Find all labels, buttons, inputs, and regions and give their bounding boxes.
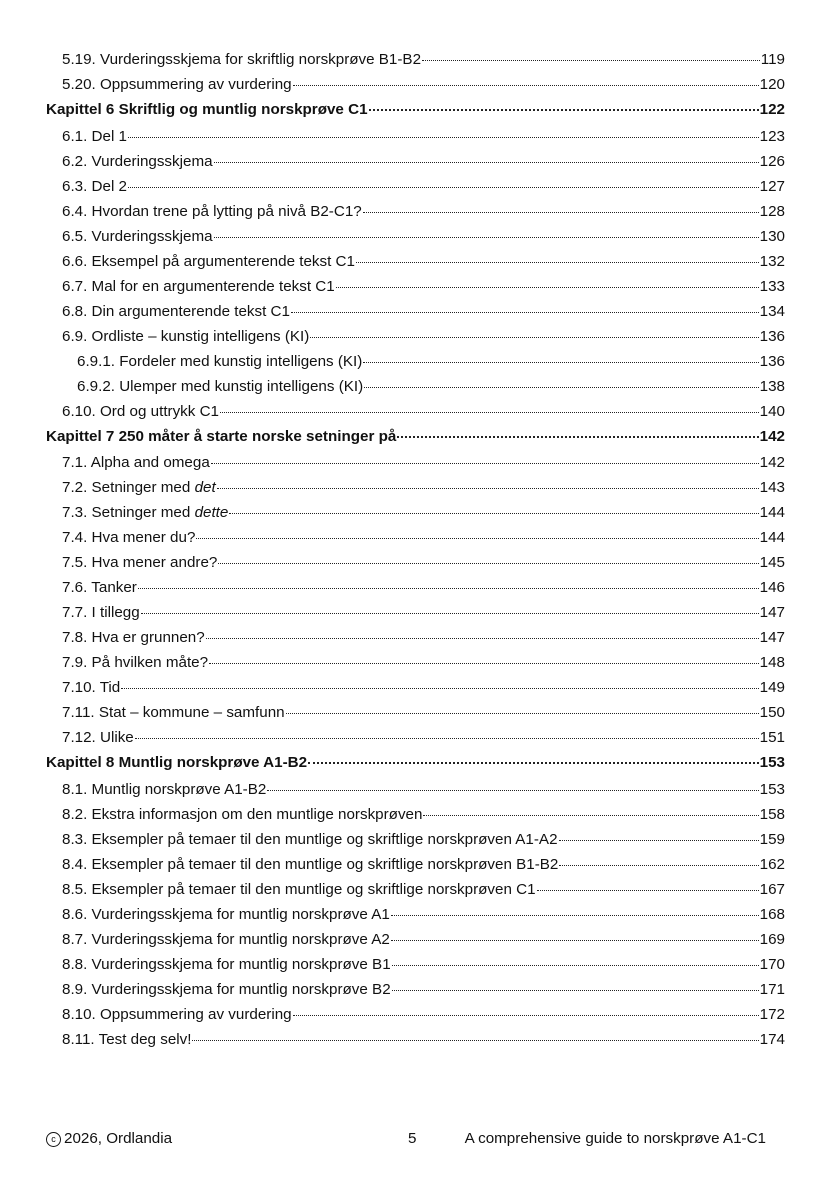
- toc-section-entry[interactable]: [46, 274, 785, 299]
- toc-chapter-entry[interactable]: [46, 424, 785, 451]
- toc-entry-title-text: 6.9.1. Fordeler med kunstig intelligens (KI): [77, 352, 363, 370]
- toc-entry-title-text: 6.9.2. Ulemper med kunstig intelligens (KI): [77, 377, 364, 395]
- toc-entry-title: [62, 952, 391, 977]
- toc-section-entry[interactable]: [46, 1027, 785, 1052]
- toc-entry-title: [62, 550, 217, 575]
- toc-entry-page: 144: [759, 529, 785, 546]
- toc-section-entry[interactable]: [46, 324, 785, 349]
- toc-dot-leader: [291, 312, 759, 313]
- toc-entry-title: [62, 625, 205, 650]
- toc-section-entry[interactable]: [46, 72, 785, 97]
- toc-dot-leader: [308, 762, 759, 764]
- toc-entry-page: 148: [759, 654, 785, 671]
- toc-dot-leader: [397, 436, 758, 438]
- toc-dot-leader: [293, 85, 759, 86]
- toc-section-entry[interactable]: [46, 399, 785, 424]
- toc-entry-title: [62, 927, 390, 952]
- toc-dot-leader: [293, 1015, 759, 1016]
- toc-dot-leader: [286, 713, 759, 714]
- toc-entry-page: 119: [760, 51, 785, 68]
- toc-dot-leader: [391, 915, 759, 916]
- toc-entry-title-text: 7.9. På hvilken måte?: [62, 654, 209, 671]
- toc-entry-page: 140: [759, 402, 785, 420]
- toc-entry-page: 120: [759, 76, 785, 93]
- toc-entry-title: [62, 725, 134, 750]
- toc-entry-page: 128: [759, 202, 785, 220]
- toc-entry-title-text: 7.2. Setninger med: [62, 479, 195, 496]
- toc-entry-title-text: 6.5. Vurderingsskjema: [62, 227, 213, 245]
- toc-section-entry[interactable]: [46, 827, 785, 852]
- toc-entry-title: [62, 852, 558, 877]
- page-footer: [46, 1130, 766, 1150]
- toc-entry-title-text: 6.9. Ordliste – kunstig intelligens (KI): [62, 327, 310, 345]
- toc-section-entry[interactable]: [46, 600, 785, 625]
- toc-section-entry[interactable]: [46, 877, 785, 902]
- toc-entry-page: 146: [759, 579, 785, 596]
- toc-entry-title: [62, 977, 391, 1002]
- toc-dot-leader: [141, 613, 759, 614]
- toc-entry-title-text: 8.9. Vurderingsskjema for muntlig norskprøve B2: [62, 980, 391, 998]
- toc-dot-leader: [217, 488, 759, 489]
- toc-entry-title: [62, 249, 355, 274]
- toc-entry-title-text: 7.10. Tid: [62, 679, 121, 696]
- toc-dot-leader: [196, 538, 758, 539]
- toc-entry-title-text: 8.7. Vurderingsskjema for muntlig norskprøve A2: [62, 930, 390, 948]
- toc-entry-page: 171: [759, 980, 785, 998]
- toc-entry-title: [62, 700, 285, 725]
- toc-entry-page: 150: [759, 704, 785, 721]
- toc-entry-page: 136: [759, 352, 785, 370]
- toc-dot-leader: [135, 738, 759, 739]
- toc-section-entry[interactable]: [46, 725, 785, 750]
- toc-section-entry[interactable]: [46, 47, 785, 72]
- toc-entry-title: [62, 324, 309, 349]
- toc-entry-title-text: 6.3. Del 2: [62, 177, 128, 195]
- toc-entry-title: [62, 47, 421, 72]
- toc-entry-page: 142: [759, 427, 785, 445]
- toc-entry-title: [62, 72, 292, 97]
- toc-dot-leader: [336, 287, 759, 288]
- toc-entry-title: [62, 877, 536, 902]
- toc-dot-leader: [128, 137, 759, 138]
- toc-entry-title-text: 7.6. Tanker: [62, 579, 137, 596]
- toc-entry-page: 168: [759, 905, 785, 923]
- toc-entry-title-text: 8.1. Muntlig norskprøve A1-B2: [62, 780, 267, 798]
- toc-entry-title: [62, 600, 140, 625]
- toc-entry-page: 143: [759, 479, 785, 496]
- toc-section-entry[interactable]: [46, 575, 785, 600]
- toc-dot-leader: [218, 563, 758, 564]
- toc-entry-page: 133: [759, 277, 785, 295]
- toc-dot-leader: [356, 262, 759, 263]
- toc-dot-leader: [422, 60, 760, 61]
- toc-entry-page: 126: [759, 152, 785, 170]
- toc-entry-title: [62, 199, 362, 224]
- toc-entry-title: [62, 525, 195, 550]
- toc-entry-title: [62, 1002, 292, 1027]
- toc-section-entry[interactable]: [46, 700, 785, 725]
- toc-entry-title: [62, 224, 213, 249]
- toc-entry-title-text: 7.12. Ulike: [62, 729, 134, 746]
- toc-entry-title-text: 7.8. Hva er grunnen?: [62, 629, 205, 646]
- toc-entry-page: 162: [759, 855, 785, 873]
- toc-entry-title: [46, 750, 307, 777]
- toc-dot-leader: [310, 337, 758, 338]
- toc-section-entry[interactable]: [46, 952, 785, 977]
- toc-entry-page: 138: [759, 377, 785, 395]
- toc-entry-title-text: 8.6. Vurderingsskjema for muntlig norskprøve A1: [62, 905, 390, 923]
- toc-section-entry[interactable]: [46, 902, 785, 927]
- toc-dot-leader: [369, 109, 759, 111]
- toc-entry-title-text: 6.10. Ord og uttrykk C1: [62, 402, 220, 420]
- toc-entry-page: 134: [759, 302, 785, 320]
- footer-copyright: [46, 1130, 172, 1147]
- toc-entry-title: [62, 450, 210, 475]
- toc-entry-page: 144: [759, 504, 785, 521]
- toc-entry-page: 158: [759, 805, 785, 823]
- toc-dot-leader: [363, 362, 758, 363]
- toc-entry-page: 147: [759, 604, 785, 621]
- toc-entry-page: 122: [759, 101, 785, 118]
- toc-entry-title: [46, 97, 368, 124]
- toc-entry-title: [77, 349, 362, 374]
- toc-entry-title: [62, 475, 216, 500]
- toc-dot-leader: [392, 965, 759, 966]
- toc-entry-title-text: 8.4. Eksempler på temaer til den muntlige og skriftlige norskprøven B1-B2: [62, 855, 559, 873]
- toc-entry-page: 153: [759, 780, 785, 798]
- toc-entry-title-text: 7.7. I tillegg: [62, 604, 140, 621]
- toc-entry-title: [62, 802, 422, 827]
- toc-entry-title-text: 8.10. Oppsummering av vurdering: [62, 1005, 292, 1023]
- toc-entry-title-text: 6.4. Hvordan trene på lytting på nivå B2-C1?: [62, 202, 362, 220]
- toc-section-entry[interactable]: [46, 625, 785, 650]
- toc-entry-title: [62, 274, 335, 299]
- toc-entry-page: 174: [759, 1030, 785, 1048]
- toc-entry-title: [62, 902, 390, 927]
- toc-entry-title: [46, 424, 396, 451]
- toc-entry-title-text: 7.4. Hva mener du?: [62, 529, 196, 546]
- toc-subsubsection-entry[interactable]: [46, 374, 785, 399]
- toc-entry-page: 142: [759, 454, 785, 471]
- toc-entry-title: [62, 174, 127, 199]
- toc-section-entry[interactable]: [46, 675, 785, 700]
- toc-entry-page: 172: [759, 1005, 785, 1023]
- table-of-contents: [46, 47, 785, 1052]
- toc-dot-leader: [220, 412, 759, 413]
- toc-entry-title-text: 8.5. Eksempler på temaer til den muntlige og skriftlige norskprøven C1: [62, 880, 536, 898]
- toc-entry-title-emphasis: det: [194, 479, 216, 496]
- toc-dot-leader: [214, 237, 759, 238]
- toc-entry-page: 132: [759, 252, 785, 270]
- toc-dot-leader: [209, 663, 759, 664]
- toc-section-entry[interactable]: [46, 500, 785, 525]
- copyright-icon: c: [46, 1132, 61, 1147]
- toc-dot-leader: [214, 162, 759, 163]
- toc-section-entry[interactable]: [46, 149, 785, 174]
- toc-entry-title: [62, 399, 219, 424]
- toc-entry-title-text: 8.2. Ekstra informasjon om den muntlige norskprøven: [62, 805, 423, 823]
- toc-entry-page: 127: [759, 177, 785, 195]
- toc-dot-leader: [138, 588, 759, 589]
- toc-dot-leader: [229, 513, 758, 514]
- toc-entry-page: 167: [759, 880, 785, 898]
- toc-dot-leader: [206, 638, 759, 639]
- toc-entry-title-text: 8.8. Vurderingsskjema for muntlig norskprøve B1: [62, 955, 391, 973]
- toc-entry-title: [62, 827, 558, 852]
- toc-entry-title: [62, 650, 208, 675]
- toc-section-entry[interactable]: [46, 852, 785, 877]
- toc-dot-leader: [364, 387, 758, 388]
- toc-entry-page: 153: [759, 754, 785, 771]
- toc-section-entry[interactable]: [46, 1002, 785, 1027]
- toc-entry-title-text: 6.1. Del 1: [62, 127, 128, 145]
- toc-entry-page: 159: [759, 830, 785, 848]
- toc-entry-title-text: 8.11. Test deg selv!: [62, 1030, 192, 1048]
- toc-entry-page: 130: [759, 227, 785, 245]
- toc-section-entry[interactable]: [46, 475, 785, 500]
- toc-chapter-entry[interactable]: [46, 97, 785, 124]
- toc-dot-leader: [363, 212, 759, 213]
- toc-section-entry[interactable]: [46, 525, 785, 550]
- toc-entry-title: [62, 575, 137, 600]
- toc-entry-title: [62, 299, 290, 324]
- toc-dot-leader: [192, 1040, 758, 1041]
- toc-entry-title-text: 7.5. Hva mener andre?: [62, 554, 218, 571]
- toc-entry-title-text: Kapittel 8 Muntlig norskprøve A1-B2: [46, 754, 308, 771]
- toc-entry-title-text: 5.19. Vurderingsskjema for skriftlig norskprøve B1-B2: [62, 51, 422, 68]
- toc-chapter-entry[interactable]: [46, 750, 785, 777]
- toc-section-entry[interactable]: [46, 977, 785, 1002]
- toc-section-entry[interactable]: [46, 550, 785, 575]
- toc-entry-title-text: Kapittel 6 Skriftlig og muntlig norskprøve C1: [46, 101, 368, 118]
- toc-entry-title: [62, 1027, 191, 1052]
- toc-entry-page: 169: [759, 930, 785, 948]
- toc-entry-title: [62, 500, 228, 525]
- toc-entry-title-text: 6.6. Eksempel på argumenterende tekst C1: [62, 252, 355, 270]
- toc-dot-leader: [423, 815, 758, 816]
- toc-entry-title: [62, 675, 120, 700]
- footer-copyright-text: 2026, Ordlandia: [64, 1130, 173, 1147]
- toc-section-entry[interactable]: [46, 224, 785, 249]
- toc-section-entry[interactable]: [46, 450, 785, 475]
- toc-entry-page: 147: [759, 629, 785, 646]
- toc-dot-leader: [392, 990, 759, 991]
- toc-entry-page: 170: [759, 955, 785, 973]
- toc-entry-title-text: Kapittel 7 250 måter å starte norske setninger på: [46, 427, 397, 445]
- toc-entry-title-text: 6.2. Vurderingsskjema: [62, 152, 213, 170]
- toc-dot-leader: [559, 865, 758, 866]
- toc-entry-title-text: 6.7. Mal for en argumenterende tekst C1: [62, 277, 335, 295]
- toc-dot-leader: [391, 940, 759, 941]
- toc-section-entry[interactable]: [46, 299, 785, 324]
- toc-entry-title: [62, 149, 213, 174]
- toc-section-entry[interactable]: [46, 777, 785, 802]
- toc-entry-page: 145: [759, 554, 785, 571]
- toc-entry-title-text: 8.3. Eksempler på temaer til den muntlige og skriftlige norskprøven A1-A2: [62, 830, 558, 848]
- toc-entry-title-text: 7.3. Setninger med: [62, 504, 195, 521]
- toc-entry-title-emphasis: dette: [194, 504, 229, 521]
- toc-dot-leader: [537, 890, 759, 891]
- footer-book-title: A comprehensive guide to norskprøve A1-C1: [464, 1130, 766, 1147]
- toc-entry-title-text: 5.20. Oppsummering av vurdering: [62, 76, 292, 93]
- toc-subsubsection-entry[interactable]: [46, 349, 785, 374]
- toc-entry-page: 151: [759, 729, 785, 746]
- toc-entry-page: 149: [759, 679, 785, 696]
- toc-dot-leader: [559, 840, 759, 841]
- toc-section-entry[interactable]: [46, 650, 785, 675]
- toc-section-entry[interactable]: [46, 927, 785, 952]
- toc-dot-leader: [267, 790, 758, 791]
- toc-entry-page: 123: [759, 127, 785, 145]
- toc-entry-title: [62, 124, 127, 149]
- toc-section-entry[interactable]: [46, 174, 785, 199]
- toc-section-entry[interactable]: [46, 124, 785, 149]
- toc-section-entry[interactable]: [46, 199, 785, 224]
- toc-entry-title-text: 6.8. Din argumenterende tekst C1: [62, 302, 290, 320]
- toc-entry-title-text: 7.11. Stat – kommune – samfunn: [62, 704, 285, 721]
- toc-entry-page: 136: [759, 327, 785, 345]
- toc-dot-leader: [121, 688, 758, 689]
- toc-section-entry[interactable]: [46, 249, 785, 274]
- toc-section-entry[interactable]: [46, 802, 785, 827]
- toc-entry-title-text: 7.1. Alpha and omega: [62, 454, 210, 471]
- toc-entry-title: [62, 777, 266, 802]
- footer-page-number: 5: [408, 1130, 417, 1147]
- toc-entry-title: [77, 374, 363, 399]
- toc-dot-leader: [128, 187, 759, 188]
- toc-dot-leader: [211, 463, 759, 464]
